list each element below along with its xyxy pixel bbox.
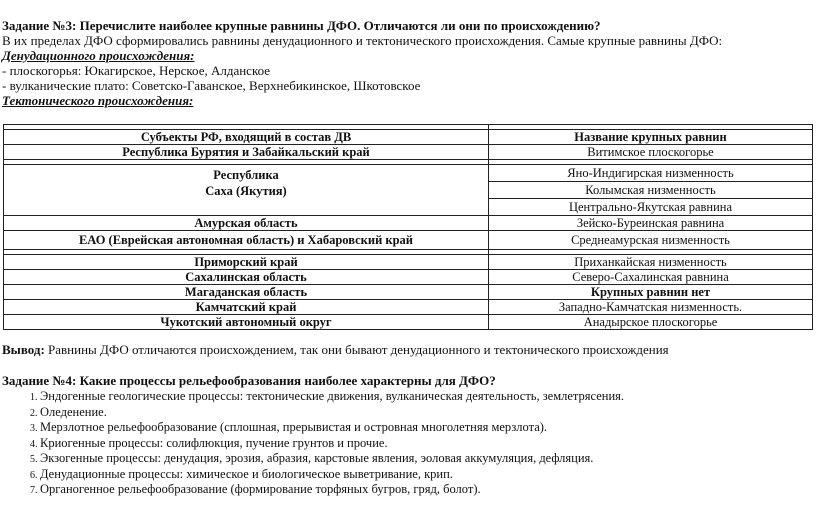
table-row bbox=[4, 300, 813, 315]
table-row bbox=[4, 315, 813, 330]
denudation-heading: Денудационного происхождения: bbox=[2, 48, 195, 63]
header-plains: Название крупных равнин bbox=[489, 130, 813, 145]
tectonic-heading: Тектонического происхождения: bbox=[2, 93, 194, 108]
table-row bbox=[4, 145, 813, 160]
plain-cell: Северо-Сахалинская равнина bbox=[489, 270, 813, 285]
conclusion-text: Равнины ДФО отличаются происхождением, так они бывают денудационного и тектонического происхождения bbox=[44, 342, 669, 357]
plain-cell: Яно-Индигирская низменность bbox=[489, 165, 813, 182]
subject-cell: Магаданская область bbox=[4, 285, 489, 300]
table-row bbox=[4, 270, 813, 285]
subject-cell: Республика Бурятия и Забайкальский край bbox=[4, 145, 489, 160]
plain-cell: Витимское плоскогорье bbox=[489, 145, 813, 160]
subject-cell: Амурская область bbox=[4, 216, 489, 231]
list-item: 5. Экзогенные процессы: денудация, эрозия, абразия, карстовые явления, эоловая аккумуляция, дефляция. bbox=[40, 451, 624, 467]
subject-line: Саха (Якутия) bbox=[205, 184, 287, 198]
table-row bbox=[4, 216, 813, 231]
plain-cell: Западно-Камчатская низменность. bbox=[489, 300, 813, 315]
plain-cell: Центрально-Якутская равнина bbox=[489, 199, 813, 216]
table-row bbox=[4, 231, 813, 250]
list-item: 4. Криогенные процессы: солифлюкция, пучение грунтов и прочие. bbox=[40, 436, 624, 452]
plain-cell: Анадырское плоскогорье bbox=[489, 315, 813, 330]
plain-cell: Колымская низменность bbox=[489, 182, 813, 199]
list-item: 7. Органогенное рельефообразование (формирование торфяных бугров, гряд, болот). bbox=[40, 482, 624, 498]
list-item: 3. Мерзлотное рельефообразование (сплошная, прерывистая и островная многолетняя мерзлота). bbox=[40, 420, 624, 436]
task3-title: Задание №3: Перечислите наиболее крупные равнины ДФО. Отличаются ли они по происхождению? bbox=[2, 18, 601, 33]
table-row bbox=[4, 165, 813, 182]
plain-cell: Среднеамурская низменность bbox=[489, 231, 813, 250]
plain-cell: Крупных равнин нет bbox=[489, 285, 813, 300]
denudation-item: - вулканические плато: Советско-Гаванское, Верхнебикинское, Шкотовское bbox=[2, 78, 421, 93]
subject-line: Республика bbox=[213, 168, 279, 182]
conclusion-label: Вывод: bbox=[2, 342, 45, 357]
list-item: 1. Эндогенные геологические процессы: тектонические движения, вулканическая деятельность, землетрясения. bbox=[40, 389, 624, 405]
processes-list bbox=[0, 389, 624, 498]
task3-intro: В их пределах ДФО сформировались равнины денудационного и тектонического происхождения. Самые крупные равнины ДФО: bbox=[2, 33, 723, 48]
subject-cell: Камчатский край bbox=[4, 300, 489, 315]
plains-table bbox=[3, 124, 813, 330]
list-item: 6. Денудационные процессы: химическое и биологическое выветривание, крип. bbox=[40, 467, 624, 483]
table-header-row bbox=[4, 130, 813, 145]
header-subjects: Субъекты РФ, входящий в состав ДВ bbox=[4, 130, 489, 145]
list-item: 2. Оледенение. bbox=[40, 405, 624, 421]
plain-cell: Приханкайская низменность bbox=[489, 255, 813, 270]
subject-cell: Приморский край bbox=[4, 255, 489, 270]
plain-cell: Зейско-Буреинская равнина bbox=[489, 216, 813, 231]
table-row bbox=[4, 285, 813, 300]
table-row bbox=[4, 255, 813, 270]
subject-cell: ЕАО (Еврейская автономная область) и Хабаровский край bbox=[4, 231, 489, 250]
subject-cell: Сахалинская область bbox=[4, 270, 489, 285]
task4-title: Задание №4: Какие процессы рельефообразования наиболее характерны для ДФО? bbox=[2, 373, 496, 388]
subject-cell bbox=[4, 165, 489, 216]
conclusion bbox=[2, 342, 669, 357]
denudation-item: - плоскогорья: Юкагирское, Нерское, Алданское bbox=[2, 63, 271, 78]
subject-cell: Чукотский автономный округ bbox=[4, 315, 489, 330]
